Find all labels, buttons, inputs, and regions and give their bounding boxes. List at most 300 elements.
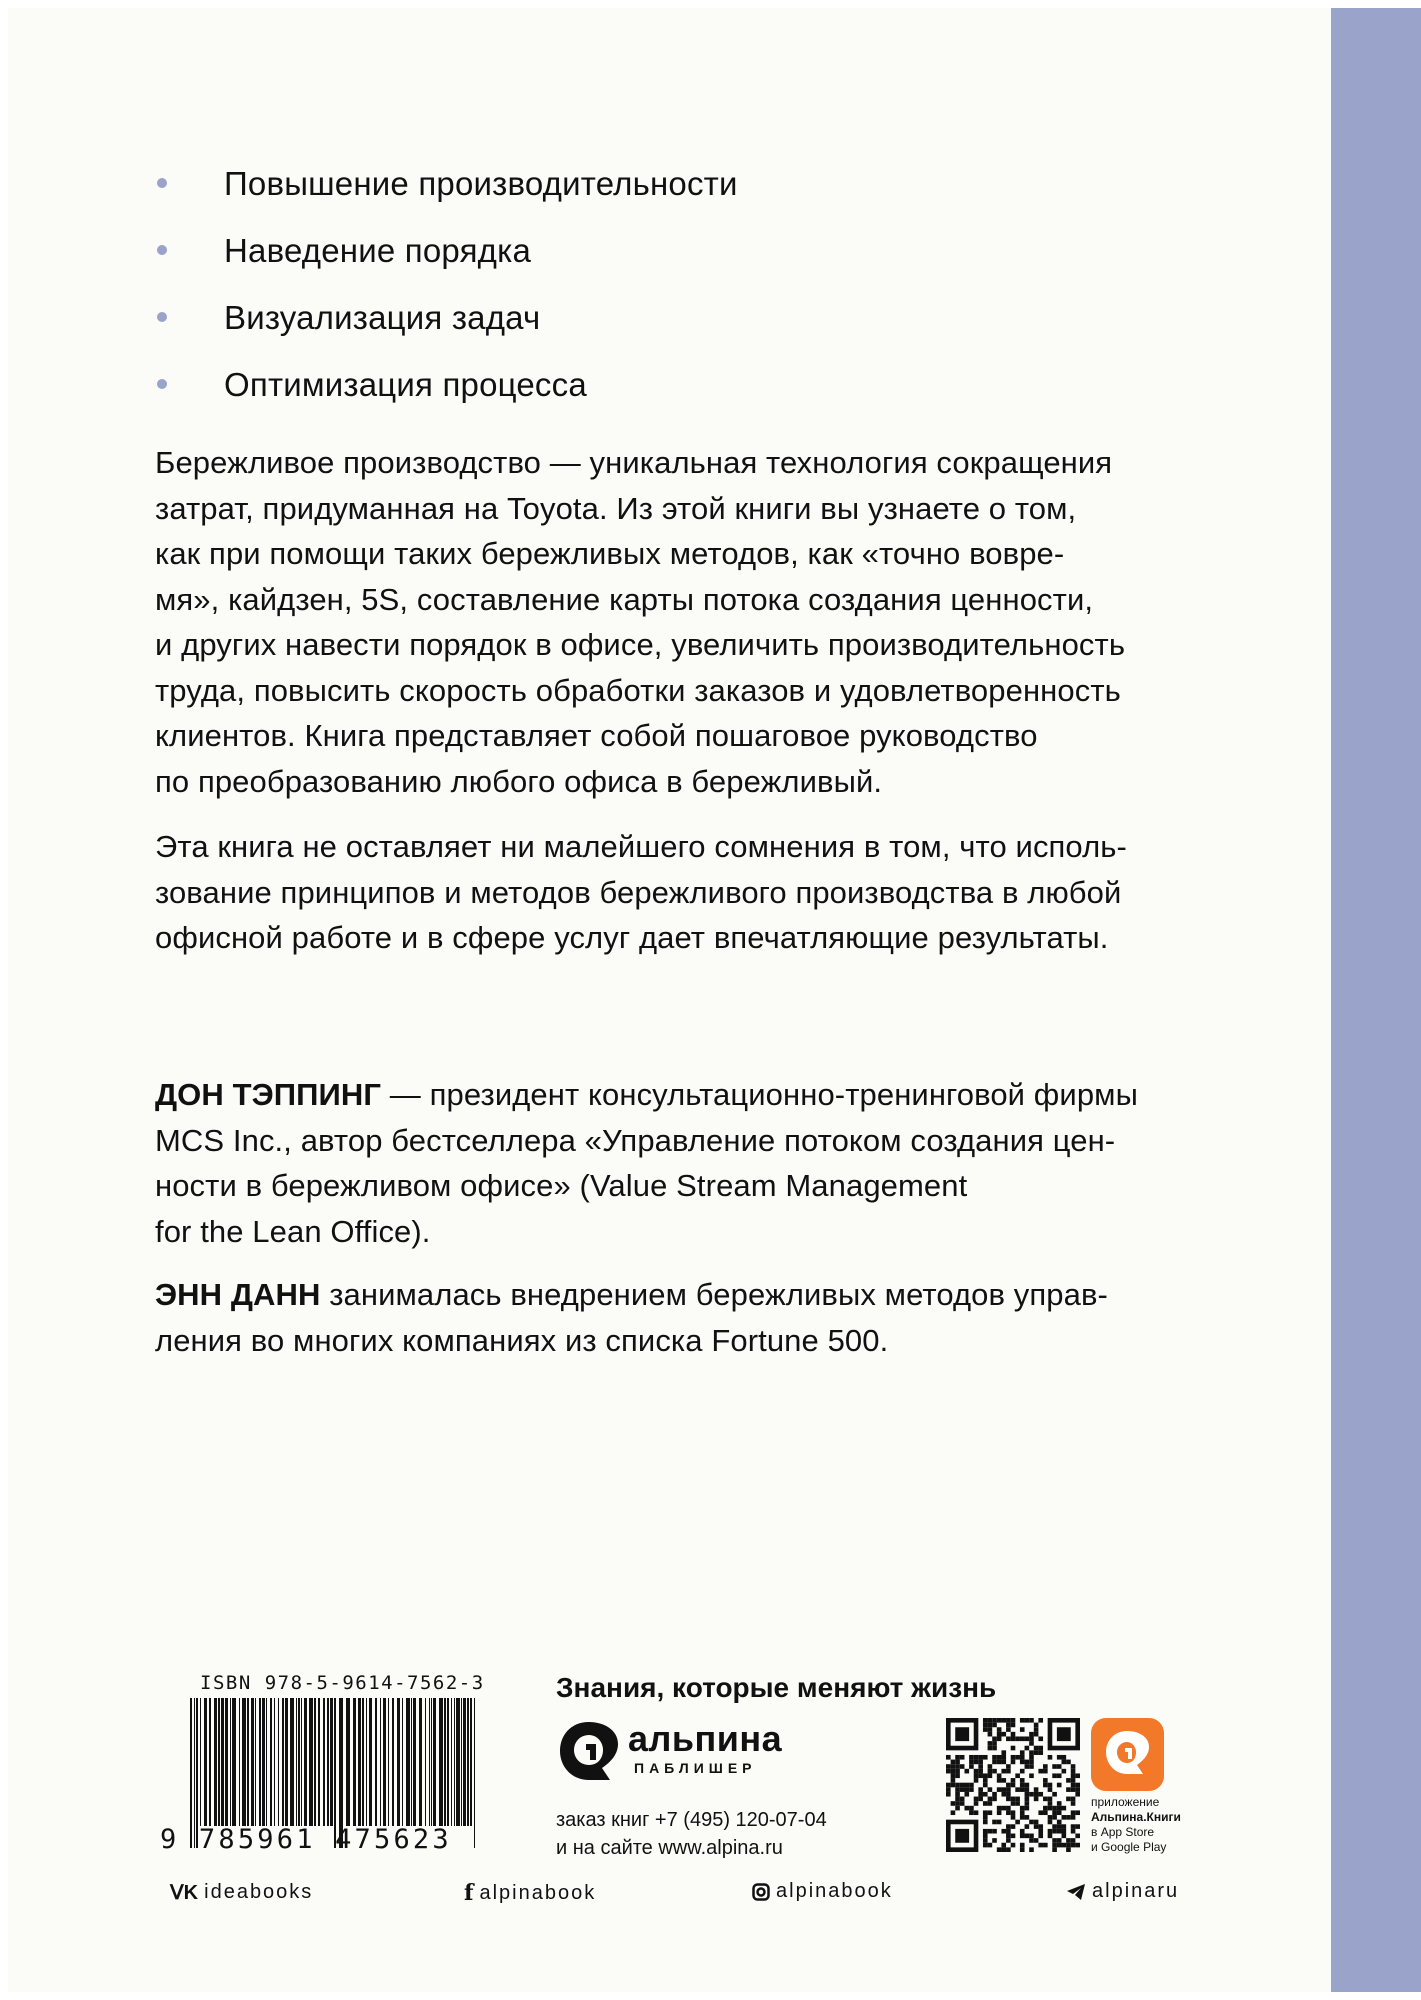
qr-module (1034, 1824, 1039, 1829)
qr-module (983, 1838, 988, 1843)
barcode-bar (262, 1698, 265, 1826)
qr-module (1048, 1834, 1053, 1839)
qr-module (1011, 1815, 1016, 1820)
barcode-bar (218, 1698, 220, 1826)
qr-module (1020, 1847, 1025, 1852)
facebook-icon: f (464, 1880, 474, 1906)
qr-module (992, 1746, 997, 1751)
qr-module (997, 1755, 1002, 1760)
qr-module (946, 1792, 951, 1797)
barcode-bar (296, 1698, 297, 1826)
qr-module (955, 1806, 960, 1811)
qr-module (1057, 1806, 1062, 1811)
description-paragraph (155, 440, 1235, 804)
qr-module (1057, 1773, 1062, 1778)
feature-item (152, 150, 738, 217)
order-info (556, 1806, 827, 1862)
qr-module (1011, 1718, 1016, 1723)
qr-module (1057, 1838, 1062, 1843)
spine-band (1331, 8, 1421, 1992)
qr-module (951, 1769, 956, 1774)
qr-module (1043, 1764, 1048, 1769)
barcode-bar (383, 1698, 386, 1826)
feature-text: Наведение порядка (224, 232, 532, 269)
qr-module (983, 1801, 988, 1806)
qr-module (955, 1773, 960, 1778)
qr-module (983, 1815, 988, 1820)
text-line (155, 1072, 1235, 1118)
qr-module (978, 1755, 983, 1760)
qr-module (960, 1801, 965, 1806)
qr-module (1066, 1760, 1071, 1765)
qr-module (1071, 1778, 1076, 1783)
qr-module (1048, 1801, 1053, 1806)
qr-module (988, 1787, 993, 1792)
qr-module (1015, 1797, 1020, 1802)
qr-module (951, 1801, 956, 1806)
qr-module (1020, 1769, 1025, 1774)
barcode-bar (470, 1698, 472, 1826)
qr-module (1038, 1810, 1043, 1815)
qr-module (983, 1820, 988, 1825)
qr-module (946, 1769, 951, 1774)
qr-module (1015, 1801, 1020, 1806)
barcode-bar (309, 1698, 313, 1826)
qr-module (1048, 1815, 1053, 1820)
qr-module (1001, 1769, 1006, 1774)
qr-module (1071, 1815, 1076, 1820)
feature-text: Повышение производительности (224, 165, 738, 202)
qr-module (1071, 1824, 1076, 1829)
qr-module (1011, 1736, 1016, 1741)
qr-module (964, 1787, 969, 1792)
bullet-dot-icon (157, 312, 167, 322)
order-website: и на сайте www.alpina.ru (556, 1837, 783, 1859)
qr-module (1029, 1820, 1034, 1825)
qr-module (988, 1797, 993, 1802)
qr-module (1071, 1801, 1076, 1806)
qr-module (960, 1787, 965, 1792)
barcode-bar (266, 1698, 267, 1826)
qr-module (1038, 1750, 1043, 1755)
qr-module (1006, 1824, 1011, 1829)
barcode-bar (290, 1698, 294, 1826)
qr-module (1029, 1755, 1034, 1760)
qr-module (1006, 1736, 1011, 1741)
qr-module (1025, 1787, 1030, 1792)
social-telegram (1066, 1880, 1179, 1903)
qr-module (992, 1797, 997, 1802)
qr-module (1011, 1843, 1016, 1848)
qr-module (1062, 1755, 1067, 1760)
barcode-bar (392, 1698, 394, 1826)
conclusion-paragraph (155, 824, 1235, 961)
qr-module (974, 1797, 979, 1802)
social-facebook (464, 1880, 596, 1906)
qr-module (1066, 1843, 1071, 1848)
qr-module (1006, 1834, 1011, 1839)
text-line: Бережливое производство — уникальная технология сокращения (155, 445, 1113, 480)
qr-module (1052, 1773, 1057, 1778)
barcode-number: 9 785961 475623 (160, 1824, 452, 1855)
author-bio-text: занималась внедрением бережливых методов управ- (320, 1277, 1108, 1312)
social-vk (170, 1880, 313, 1905)
qr-module (992, 1769, 997, 1774)
qr-module (1025, 1806, 1030, 1811)
qr-module (1025, 1764, 1030, 1769)
qr-module (1057, 1801, 1062, 1806)
text-line: и других навести порядок в офисе, увеличить производительность (155, 627, 1126, 662)
qr-module (992, 1718, 997, 1723)
qr-module (1029, 1718, 1034, 1723)
qr-module (969, 1806, 974, 1811)
text-line: офисной работе и в сфере услуг дает впечатляющие результаты. (155, 920, 1109, 955)
qr-module (1038, 1736, 1043, 1741)
qr-module (1043, 1783, 1048, 1788)
vk-icon: ᐯK (170, 1882, 199, 1904)
qr-module (1071, 1764, 1076, 1769)
qr-module (1001, 1750, 1006, 1755)
qr-module (1052, 1829, 1057, 1834)
qr-module (1052, 1792, 1057, 1797)
qr-module (992, 1838, 997, 1843)
qr-module (1057, 1755, 1062, 1760)
qr-module (969, 1787, 974, 1792)
barcode-bar (274, 1698, 275, 1826)
qr-module (983, 1723, 988, 1728)
qr-module (1075, 1773, 1080, 1778)
text-line: ления во многих компаниях из списка Fortune 500. (155, 1322, 889, 1358)
qr-module (983, 1810, 988, 1815)
feature-text: Визуализация задач (224, 299, 541, 336)
qr-module (955, 1801, 960, 1806)
barcode-bar (255, 1698, 256, 1826)
qr-module (1025, 1746, 1030, 1751)
app-text-line: в App Store (1091, 1825, 1155, 1839)
qr-module (969, 1810, 974, 1815)
qr-module (1011, 1723, 1016, 1728)
barcode-bar (388, 1698, 389, 1826)
barcode-bar (318, 1698, 320, 1826)
qr-module (997, 1820, 1002, 1825)
qr-module (988, 1746, 993, 1751)
qr-module (1048, 1829, 1053, 1834)
qr-module (1029, 1792, 1034, 1797)
qr-module (983, 1829, 988, 1834)
qr-module (1052, 1847, 1057, 1852)
qr-module (978, 1787, 983, 1792)
barcode-bar (270, 1698, 272, 1826)
qr-module (1048, 1820, 1053, 1825)
qr-module (964, 1792, 969, 1797)
qr-module (978, 1760, 983, 1765)
qr-module (1043, 1797, 1048, 1802)
qr-module (988, 1829, 993, 1834)
qr-module (1062, 1834, 1067, 1839)
barcode-bar (369, 1698, 372, 1826)
qr-module (983, 1718, 988, 1723)
qr-module (1025, 1792, 1030, 1797)
feature-list (152, 150, 738, 418)
qr-module (1038, 1843, 1043, 1848)
qr-module (1071, 1829, 1076, 1834)
barcode-bar (463, 1698, 466, 1826)
qr-module (951, 1764, 956, 1769)
qr-module (1034, 1792, 1039, 1797)
text-line: клиентов. Книга представляет собой пошаговое руководство (155, 718, 1038, 753)
qr-module (988, 1727, 993, 1732)
qr-module (1020, 1750, 1025, 1755)
barcode-bar (375, 1698, 377, 1826)
barcode-bar (429, 1698, 430, 1826)
text-line: по преобразованию любого офиса в бережливый. (155, 763, 883, 799)
barcode-bar (304, 1698, 307, 1826)
barcode-bar (439, 1698, 443, 1826)
qr-module (1020, 1815, 1025, 1820)
qr-module (1057, 1843, 1062, 1848)
barcode-bar (346, 1698, 350, 1826)
barcode-bar (314, 1698, 316, 1826)
barcode-bar (247, 1698, 249, 1826)
qr-module (1029, 1847, 1034, 1852)
barcode-bar (358, 1698, 361, 1826)
qr-module (1006, 1797, 1011, 1802)
qr-module (978, 1773, 983, 1778)
social-handle: alpinabook (776, 1880, 893, 1902)
qr-module (1011, 1783, 1016, 1788)
text-line: как при помощи таких бережливых методов, как «точно вовре- (155, 536, 1065, 571)
barcode-bar (456, 1698, 460, 1826)
qr-module (969, 1764, 974, 1769)
feature-item (152, 217, 738, 284)
qr-module (1025, 1824, 1030, 1829)
qr-module (964, 1806, 969, 1811)
qr-module (1043, 1778, 1048, 1783)
text-line: Эта книга не оставляет ни малейшего сомнения в том, что исполь- (155, 829, 1127, 864)
qr-module (1066, 1847, 1071, 1852)
qr-module (1006, 1787, 1011, 1792)
qr-module (1043, 1806, 1048, 1811)
qr-module (946, 1783, 951, 1788)
qr-module (1038, 1834, 1043, 1839)
qr-module (983, 1778, 988, 1783)
qr-module (988, 1769, 993, 1774)
qr-module (951, 1760, 956, 1765)
social-handle: alpinabook (479, 1881, 597, 1904)
qr-module (1006, 1792, 1011, 1797)
qr-module (1025, 1783, 1030, 1788)
barcode-bar (454, 1698, 455, 1826)
barcode-bar (447, 1698, 449, 1826)
qr-module (1075, 1810, 1080, 1815)
qr-module (1011, 1755, 1016, 1760)
qr-module (1029, 1834, 1034, 1839)
qr-module (955, 1764, 960, 1769)
qr-module (1066, 1838, 1071, 1843)
qr-module (1062, 1806, 1067, 1811)
qr-module (1052, 1815, 1057, 1820)
qr-module (1029, 1732, 1034, 1737)
qr-module (1034, 1750, 1039, 1755)
qr-module (1052, 1838, 1057, 1843)
qr-module (1001, 1787, 1006, 1792)
alpina-logo-icon (556, 1718, 622, 1784)
barcode-bar (402, 1698, 403, 1826)
social-handle: alpinaru (1092, 1880, 1180, 1902)
barcode-bar (451, 1698, 452, 1826)
barcode-bar (411, 1698, 412, 1826)
qr-module (1015, 1820, 1020, 1825)
qr-module (983, 1773, 988, 1778)
qr-module (1062, 1824, 1067, 1829)
qr-module (1020, 1755, 1025, 1760)
qr-module (992, 1741, 997, 1746)
qr-module (951, 1778, 956, 1783)
qr-module (1052, 1810, 1057, 1815)
qr-module (955, 1760, 960, 1765)
qr-module (997, 1732, 1002, 1737)
qr-module (992, 1792, 997, 1797)
bullet-dot-icon (157, 245, 167, 255)
author-bio-dunn (155, 1272, 1235, 1363)
qr-module (988, 1810, 993, 1815)
qr-module (1062, 1760, 1067, 1765)
qr-module (1057, 1810, 1062, 1815)
barcode-bar (285, 1698, 288, 1826)
text-line: труда, повысить скорость обработки заказов и удовлетворенность (155, 672, 1121, 708)
qr-module (997, 1778, 1002, 1783)
isbn-label: ISBN 978-5-9614-7562-3 (200, 1672, 485, 1694)
qr-module (1066, 1815, 1071, 1820)
qr-module (1034, 1820, 1039, 1825)
qr-module (1001, 1843, 1006, 1848)
qr-module (988, 1732, 993, 1737)
qr-module (1029, 1741, 1034, 1746)
qr-module (1020, 1760, 1025, 1765)
qr-module (1020, 1806, 1025, 1811)
publisher-name: альпина (628, 1718, 783, 1759)
text-line: MCS Inc., автор бестселлера «Управление потоком создания цен- (155, 1122, 1116, 1158)
qr-module (955, 1792, 960, 1797)
qr-module (1075, 1843, 1080, 1848)
qr-module (997, 1810, 1002, 1815)
bullet-dot-icon (157, 178, 167, 188)
qr-module (951, 1783, 956, 1788)
barcode-bar (209, 1698, 211, 1826)
qr-module (1029, 1764, 1034, 1769)
qr-module (983, 1792, 988, 1797)
barcode-bar (461, 1698, 462, 1826)
qr-module (1025, 1834, 1030, 1839)
qr-module (960, 1764, 965, 1769)
qr-module (1020, 1736, 1025, 1741)
qr-module (1025, 1760, 1030, 1765)
barcode-bar (474, 1698, 475, 1848)
qr-module (1025, 1797, 1030, 1802)
social-instagram (752, 1880, 893, 1903)
qr-module (1062, 1769, 1067, 1774)
qr-module (997, 1736, 1002, 1741)
app-text-line: и Google Play (1091, 1840, 1167, 1854)
qr-module (964, 1769, 969, 1774)
qr-module (1052, 1824, 1057, 1829)
qr-module (1006, 1727, 1011, 1732)
qr-module (1006, 1810, 1011, 1815)
qr-module (1011, 1746, 1016, 1751)
qr-module (1038, 1746, 1043, 1751)
barcode-bar (230, 1698, 231, 1826)
qr-module (1075, 1792, 1080, 1797)
qr-module (997, 1718, 1002, 1723)
telegram-icon (1066, 1883, 1086, 1901)
qr-module (978, 1769, 983, 1774)
app-logo-icon (1091, 1718, 1164, 1791)
barcode-bar (278, 1698, 279, 1826)
qr-module (1071, 1787, 1076, 1792)
qr-module (992, 1829, 997, 1834)
barcode-bar (380, 1698, 381, 1826)
qr-module (983, 1755, 988, 1760)
qr-module (1062, 1843, 1067, 1848)
qr-module (1006, 1783, 1011, 1788)
qr-module (1048, 1783, 1053, 1788)
qr-module (1075, 1783, 1080, 1788)
qr-module (1015, 1736, 1020, 1741)
bullet-dot-icon (157, 379, 167, 389)
text-line: ности в бережливом офисе» (Value Stream Management (155, 1168, 968, 1203)
qr-module (1001, 1806, 1006, 1811)
qr-module (1071, 1838, 1076, 1843)
app-name: Альпина.Книги (1091, 1810, 1181, 1824)
qr-module (1001, 1778, 1006, 1783)
qr-module (1020, 1718, 1025, 1723)
qr-module (1025, 1801, 1030, 1806)
barcode-bar (221, 1698, 224, 1826)
qr-module (1048, 1806, 1053, 1811)
qr-module (1006, 1806, 1011, 1811)
qr-module (1071, 1810, 1076, 1815)
qr-module (1043, 1810, 1048, 1815)
author-bio-text: — президент консультационно-тренинговой фирмы (381, 1077, 1138, 1112)
qr-module (983, 1834, 988, 1839)
qr-module (988, 1718, 993, 1723)
qr-module (1011, 1760, 1016, 1765)
qr-module (997, 1787, 1002, 1792)
qr-module (1001, 1792, 1006, 1797)
barcode-bar (214, 1698, 217, 1826)
feature-item (152, 351, 738, 418)
qr-module (1011, 1824, 1016, 1829)
qr-module (997, 1727, 1002, 1732)
qr-module (1011, 1797, 1016, 1802)
order-phone: заказ книг +7 (495) 120-07-04 (556, 1809, 827, 1831)
qr-module (1020, 1787, 1025, 1792)
qr-module (992, 1723, 997, 1728)
qr-module (997, 1773, 1002, 1778)
qr-module (1038, 1792, 1043, 1797)
qr-module (978, 1797, 983, 1802)
qr-module (1038, 1718, 1043, 1723)
qr-module (955, 1787, 960, 1792)
barcode-bar (251, 1698, 254, 1826)
barcode-bar (362, 1698, 364, 1826)
barcode-bar (232, 1698, 236, 1826)
qr-module (1025, 1718, 1030, 1723)
qr-module (969, 1760, 974, 1765)
qr-module (1048, 1755, 1053, 1760)
qr-module (1075, 1787, 1080, 1792)
qr-module (1057, 1829, 1062, 1834)
